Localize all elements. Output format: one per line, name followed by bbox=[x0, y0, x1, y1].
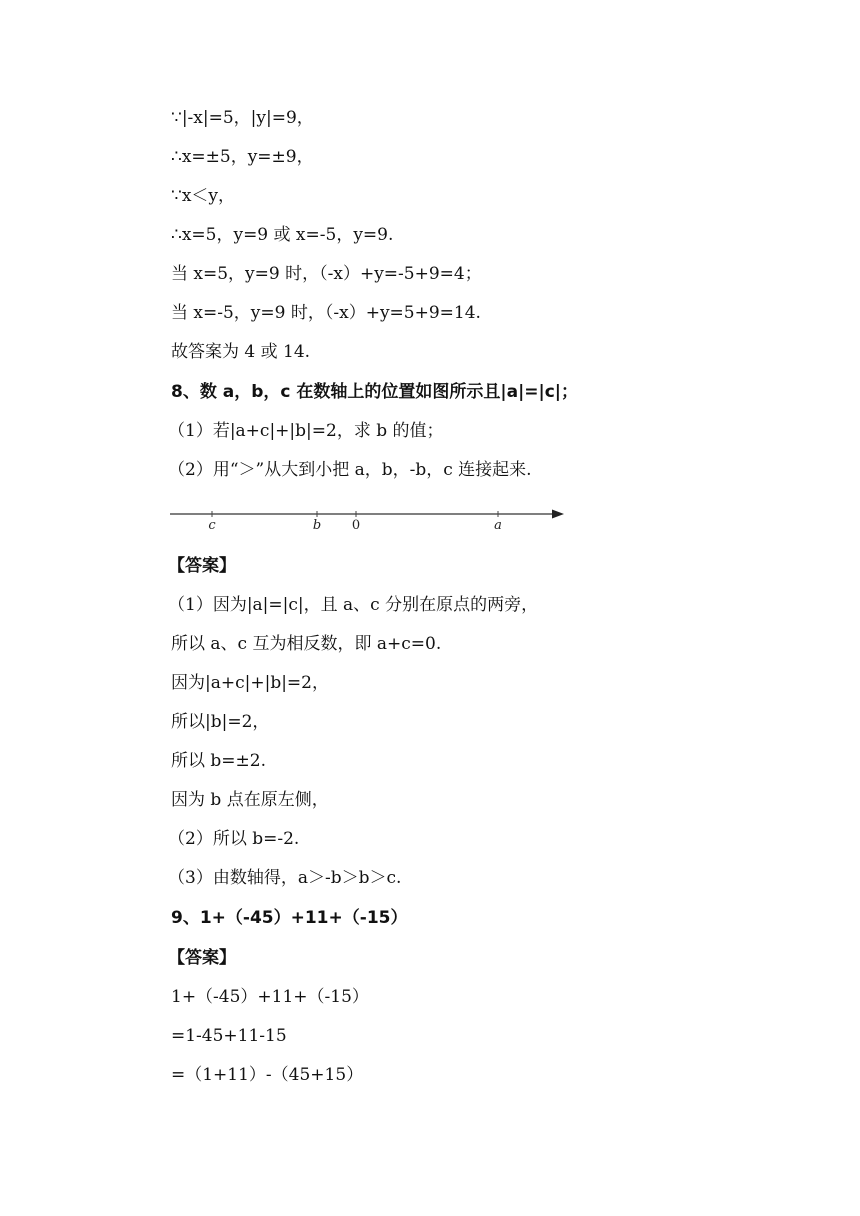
text-line: =1-45+11-15 bbox=[171, 1026, 287, 1046]
text-line: ∵|-x|=5，|y|=9， bbox=[171, 108, 314, 128]
text-line: ∴x=±5，y=±9， bbox=[171, 147, 314, 167]
text-line: 当 x=-5，y=9 时，（-x）+y=5+9=14. bbox=[171, 303, 481, 323]
number-line-figure bbox=[168, 498, 568, 538]
text-line: 1+（-45）+11+（-15） bbox=[171, 987, 369, 1007]
text-line: ∵x＜y， bbox=[171, 186, 236, 206]
text-line: 因为 b 点在原左侧， bbox=[171, 790, 329, 810]
text-line: 当 x=5，y=9 时，（-x）+y=-5+9=4； bbox=[171, 264, 482, 284]
text-line: 所以 b=±2. bbox=[171, 751, 266, 771]
label-a: a bbox=[494, 518, 502, 533]
text-line: （1）若|a+c|+|b|=2，求 b 的值； bbox=[168, 421, 444, 441]
text-line: 所以|b|=2， bbox=[171, 712, 270, 732]
text-line: （2）用“＞”从大到小把 a，b，-b，c 连接起来. bbox=[168, 460, 532, 480]
answer-heading: 【答案】 bbox=[168, 948, 236, 968]
text-line: （2）所以 b=-2. bbox=[168, 829, 300, 849]
text-line: 因为|a+c|+|b|=2， bbox=[171, 673, 329, 693]
text-line: （1）因为|a|=|c|，且 a、c 分别在原点的两旁， bbox=[168, 595, 539, 615]
text-line: =（1+11）-（45+15） bbox=[171, 1065, 364, 1085]
text-line: 故答案为 4 或 14. bbox=[171, 342, 311, 362]
text-line: （3）由数轴得，a＞-b＞b＞c. bbox=[168, 868, 402, 888]
label-c: c bbox=[208, 518, 216, 533]
question-9-heading: 9、1+（-45）+11+（-15） bbox=[171, 908, 408, 928]
arrow-icon bbox=[552, 510, 564, 519]
text-line: 所以 a、c 互为相反数，即 a+c=0. bbox=[171, 634, 442, 654]
label-0: 0 bbox=[351, 518, 361, 533]
answer-heading: 【答案】 bbox=[168, 556, 236, 576]
label-b: b bbox=[312, 518, 322, 533]
text-line: ∴x=5，y=9 或 x=-5，y=9. bbox=[171, 225, 394, 245]
question-8-heading: 8、数 a，b，c 在数轴上的位置如图所示且|a|=|c|； bbox=[171, 382, 579, 402]
